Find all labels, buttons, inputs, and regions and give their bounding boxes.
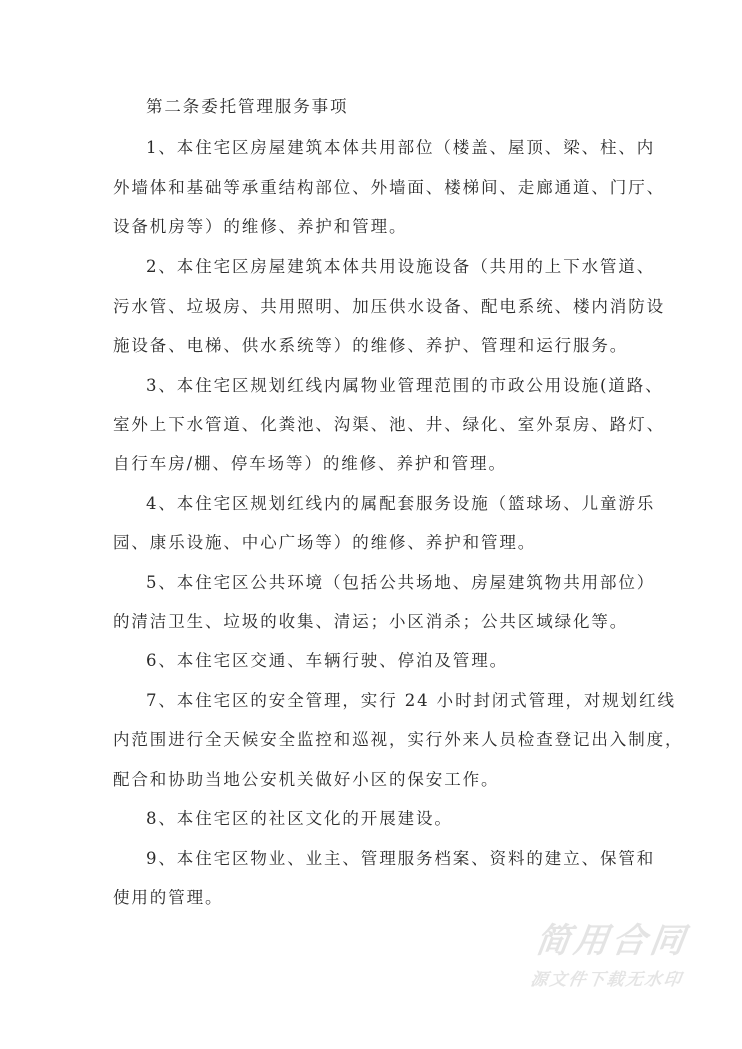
clause-line: 室外上下水管道、化粪池、沟渠、池、井、绿化、室外泵房、路灯、: [113, 415, 665, 434]
clause-line: 9、本住宅区物业、业主、管理服务档案、资料的建立、保管和: [146, 849, 656, 868]
clause-line: 3、本住宅区规划红线内属物业管理范围的市政公用设施(道路、: [146, 376, 664, 395]
clause-line: 的清洁卫生、垃圾的收集、清运；小区消杀；公共区域绿化等。: [113, 612, 629, 631]
watermark: [505, 920, 715, 992]
clause-line: 设备机房等）的维修、养护和管理。: [113, 217, 408, 236]
section-heading: 第二条委托管理服务事项: [146, 97, 349, 116]
clause-line: 园、康乐设施、中心广场等）的维修、养护和管理。: [113, 533, 537, 552]
clause-line: 内范围进行全天候安全监控和巡视，实行外来人员检查登记出入制度，: [113, 730, 684, 749]
clause-line: 配合和协助当地公安机关做好小区的保安工作。: [113, 770, 500, 789]
clause-line: 5、本住宅区公共环境（包括公共场地、房屋建筑物共用部位）: [146, 573, 656, 592]
clause-line: 2、本住宅区房屋建筑本体共用设施设备（共用的上下水管道、: [146, 257, 656, 276]
watermark-title: 简用合同: [533, 921, 691, 961]
clause-line: 8、本住宅区的社区文化的开展建设。: [146, 809, 453, 828]
clause-line: 外墙体和基础等承重结构部位、外墙面、楼梯间、走廊通道、门厅、: [113, 178, 665, 197]
clause-line: 污水管、垃圾房、共用照明、加压供水设备、配电系统、楼内消防设: [113, 297, 665, 316]
clause-line: 施设备、电梯、供水系统等）的维修、养护、管理和运行服务。: [113, 336, 629, 355]
clause-line: 7、本住宅区的安全管理，实行 24 小时封闭式管理，对规划红线: [146, 691, 676, 710]
clause-line: 4、本住宅区规划红线内的属配套服务设施（篮球场、儿童游乐: [146, 494, 656, 513]
clause-line: 自行车房/棚、停车场等）的维修、养护和管理。: [113, 454, 507, 473]
clause-line: 使用的管理。: [113, 888, 224, 907]
clause-line: 6、本住宅区交通、车辆行驶、停泊及管理。: [146, 651, 508, 670]
clause-line: 1、本住宅区房屋建筑本体共用部位（楼盖、屋顶、梁、柱、内: [146, 138, 656, 157]
watermark-subtitle: 源文件下载无水印: [529, 970, 685, 990]
